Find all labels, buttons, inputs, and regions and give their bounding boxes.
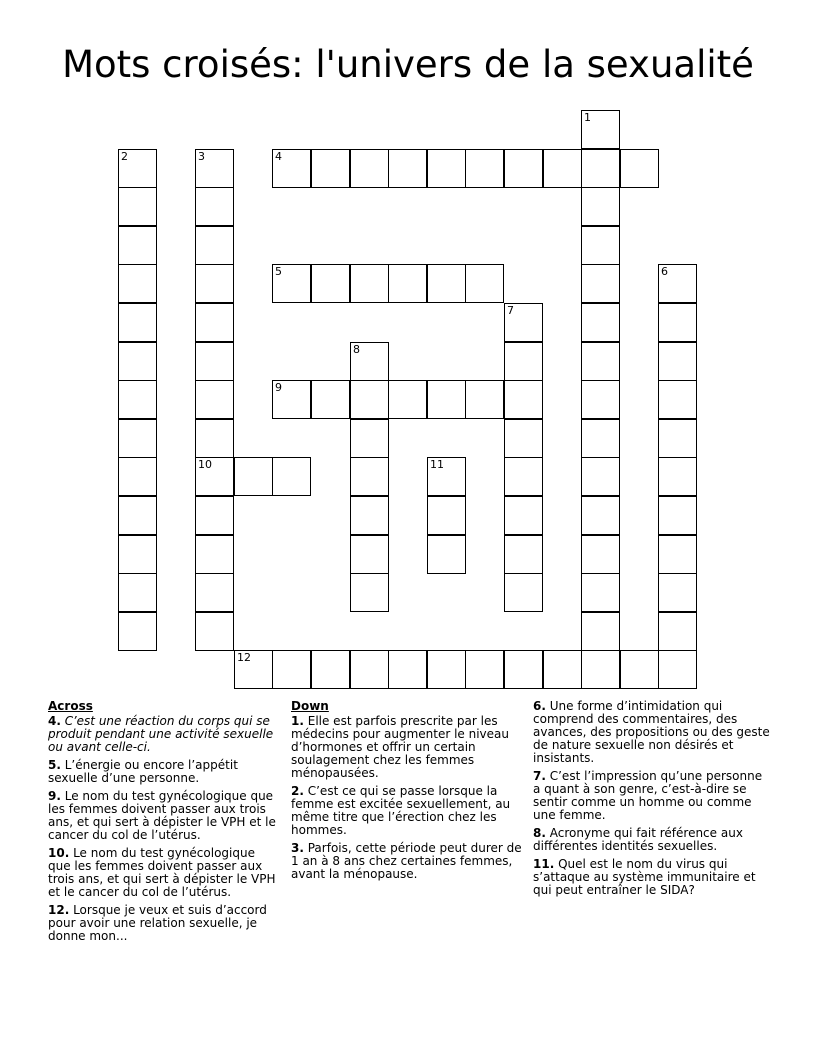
clue-number: 11 [430,458,444,471]
clue-number: 7 [507,304,514,317]
grid-cell[interactable] [350,264,389,303]
grid-cell[interactable] [581,342,620,381]
grid-cell[interactable] [581,226,620,265]
grid-cell[interactable] [350,573,389,612]
grid-cell[interactable] [427,650,466,689]
across-clues-column [48,700,276,948]
clue-item [291,842,527,881]
clue-text: C’est l’impression qu’une personne a quant à son genre, c’est-à-dire se sentir comme un homme ou comme une femme. [533,769,763,822]
clue-text: Parfois, cette période peut durer de 1 an à 8 ans chez certaines femmes, avant la ménopause. [291,841,522,881]
clue-text: L’énergie ou encore l’appétit sexuelle d’une personne. [48,758,238,785]
across-heading: Across [48,699,93,713]
grid-cell[interactable] [195,573,234,612]
clue-number: 2 [121,150,128,163]
grid-cell[interactable] [195,303,234,342]
clue-text: C’est une réaction du corps qui se produit pendant une activité sexuelle ou avant celle-ci. [48,714,274,754]
clue-number: 5 [275,265,282,278]
grid-cell[interactable] [427,149,466,188]
grid-cell[interactable] [311,149,350,188]
grid-cell[interactable] [118,264,157,303]
clue-number: 12 [237,651,251,664]
clue-number: 9. [48,789,61,803]
clue-number: 11. [533,857,555,871]
clue-number: 10 [198,458,212,471]
clue-item [48,847,276,899]
grid-cell[interactable] [350,419,389,458]
grid-cell[interactable] [543,149,582,188]
clue-item [533,700,773,765]
down-clues-column-2 [533,700,773,902]
clue-item [48,790,276,842]
grid-cell[interactable] [504,650,543,689]
grid-cell[interactable] [427,264,466,303]
clue-text: Le nom du test gynécologique que les femmes doivent passer aux trois ans, et qui sert à dépister le VPH et le cancer du col de l’utérus. [48,789,276,842]
clue-number: 4 [275,150,282,163]
clue-number: 7. [533,769,546,783]
grid-cell[interactable] [658,303,697,342]
grid-cell[interactable] [504,380,543,419]
clue-number: 1 [584,111,591,124]
grid-cell[interactable] [118,457,157,496]
clue-number: 8 [353,343,360,356]
grid-cell[interactable] [311,380,350,419]
grid-cell[interactable] [581,496,620,535]
clue-item [48,715,276,754]
grid-cell[interactable] [427,457,466,496]
grid-cell[interactable] [504,303,543,342]
clue-item [48,759,276,785]
grid-cell[interactable] [581,457,620,496]
grid-cell[interactable] [465,264,504,303]
grid-cell[interactable] [658,650,697,689]
down-clues-column [291,700,527,886]
clue-number: 3 [198,150,205,163]
grid-cell[interactable] [388,149,427,188]
grid-cell[interactable] [581,650,620,689]
clue-item [533,858,773,897]
clue-number: 3. [291,841,304,855]
grid-cell[interactable] [118,187,157,226]
grid-cell[interactable] [350,650,389,689]
grid-cell[interactable] [350,535,389,574]
clue-number: 6 [661,265,668,278]
clue-item [291,785,527,837]
grid-cell[interactable] [195,496,234,535]
grid-cell[interactable] [658,380,697,419]
clue-text: Quel est le nom du virus qui s’attaque au système immunitaire et qui peut entraîner le SIDA? [533,857,756,897]
grid-cell[interactable] [465,380,504,419]
grid-cell[interactable] [118,149,157,188]
clue-number: 12. [48,903,70,917]
grid-cell[interactable] [427,496,466,535]
grid-cell[interactable] [658,573,697,612]
clue-number: 10. [48,846,70,860]
grid-cell[interactable] [658,264,697,303]
clue-item [533,770,773,822]
grid-cell[interactable] [658,612,697,651]
clue-text: C’est ce qui se passe lorsque la femme est excitée sexuellement, au même titre que l’érection chez les hommes. [291,784,511,837]
grid-cell[interactable] [581,264,620,303]
grid-cell[interactable] [234,457,273,496]
grid-cell[interactable] [272,380,311,419]
clue-number: 8. [533,826,546,840]
clue-item [533,827,773,853]
grid-cell[interactable] [504,149,543,188]
grid-cell[interactable] [658,496,697,535]
grid-cell[interactable] [388,380,427,419]
grid-cell[interactable] [195,342,234,381]
grid-cell[interactable] [118,573,157,612]
grid-cell[interactable] [504,342,543,381]
grid-cell[interactable] [234,650,273,689]
grid-cell[interactable] [620,149,659,188]
clue-text: Le nom du test gynécologique que les femmes doivent passer aux trois ans, et qui sert à dépister le VPH et le cancer du col de l’utérus. [48,846,276,899]
grid-cell[interactable] [581,303,620,342]
grid-cell[interactable] [581,612,620,651]
grid-cell[interactable] [350,457,389,496]
grid-cell[interactable] [311,264,350,303]
grid-cell[interactable] [195,419,234,458]
grid-cell[interactable] [350,342,389,381]
grid-cell[interactable] [658,419,697,458]
clue-number: 9 [275,381,282,394]
grid-cell[interactable] [272,264,311,303]
grid-cell[interactable] [620,650,659,689]
clue-text: Une forme d’intimidation qui comprend des commentaires, des avances, des propositions ou des geste de nature sexuelle non désirés et insistants. [533,699,770,765]
grid-cell[interactable] [581,380,620,419]
grid-cell[interactable] [465,149,504,188]
grid-cell[interactable] [195,380,234,419]
grid-cell[interactable] [272,457,311,496]
grid-cell[interactable] [195,535,234,574]
page-title: Mots croisés: l'univers de la sexualité [62,43,754,86]
grid-cell[interactable] [118,226,157,265]
grid-cell[interactable] [350,149,389,188]
grid-cell[interactable] [118,612,157,651]
grid-cell[interactable] [581,419,620,458]
grid-cell[interactable] [388,264,427,303]
grid-cell[interactable] [195,226,234,265]
grid-cell[interactable] [118,496,157,535]
clue-number: 6. [533,699,546,713]
grid-cell[interactable] [195,264,234,303]
clue-number: 1. [291,714,304,728]
grid-cell[interactable] [427,535,466,574]
clue-text: Acronyme qui fait référence aux différentes identités sexuelles. [533,826,743,853]
grid-cell[interactable] [504,457,543,496]
clue-number: 5. [48,758,61,772]
grid-cell[interactable] [581,110,620,149]
grid-cell[interactable] [504,573,543,612]
grid-cell[interactable] [581,149,620,188]
grid-cell[interactable] [350,380,389,419]
grid-cell[interactable] [504,419,543,458]
grid-cell[interactable] [658,457,697,496]
grid-cell[interactable] [195,612,234,651]
grid-cell[interactable] [195,149,234,188]
clue-text: Lorsque je veux et suis d’accord pour avoir une relation sexuelle, je donne mon... [48,903,267,943]
grid-cell[interactable] [118,303,157,342]
clue-number: 2. [291,784,304,798]
grid-cell[interactable] [658,535,697,574]
grid-cell[interactable] [465,650,504,689]
grid-cell[interactable] [118,342,157,381]
clue-number: 4. [48,714,61,728]
grid-cell[interactable] [118,380,157,419]
clue-item [291,715,527,780]
grid-cell[interactable] [581,187,620,226]
grid-cell[interactable] [311,650,350,689]
grid-cell[interactable] [195,187,234,226]
grid-cell[interactable] [272,650,311,689]
grid-cell[interactable] [543,650,582,689]
grid-cell[interactable] [427,380,466,419]
clue-item [48,904,276,943]
grid-cell[interactable] [118,535,157,574]
down-heading: Down [291,699,329,713]
grid-cell[interactable] [388,650,427,689]
grid-cell[interactable] [118,419,157,458]
grid-cell[interactable] [658,342,697,381]
clue-text: Elle est parfois prescrite par les médecins pour augmenter le niveau d’hormones et offrir un certain soulagement chez les femmes ménopausées. [291,714,509,780]
grid-cell[interactable] [581,573,620,612]
grid-cell[interactable] [504,535,543,574]
grid-cell[interactable] [272,149,311,188]
grid-cell[interactable] [195,457,234,496]
grid-cell[interactable] [350,496,389,535]
grid-cell[interactable] [581,535,620,574]
grid-cell[interactable] [504,496,543,535]
